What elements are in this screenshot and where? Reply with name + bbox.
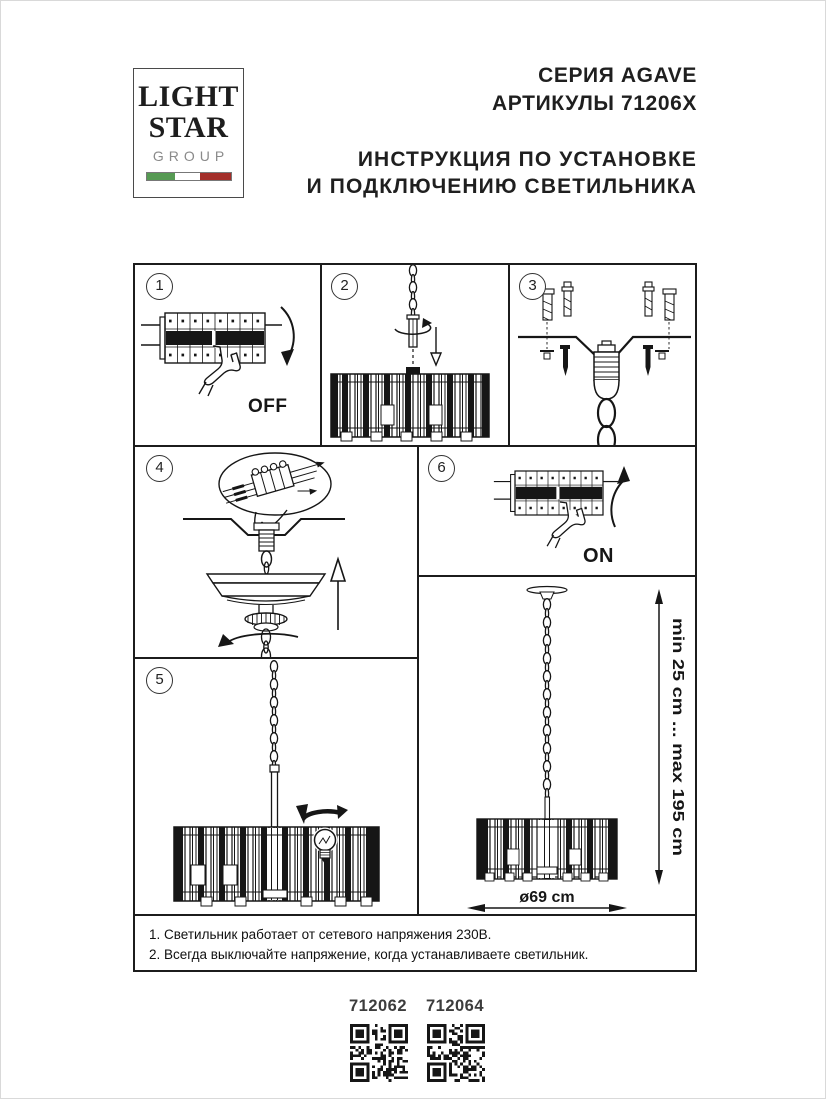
title-line-1: ИНСТРУКЦИЯ ПО УСТАНОВКЕ: [357, 148, 697, 171]
step-badge-2: 2: [331, 273, 358, 300]
articles-title: АРТИКУЛЫ 71206X: [492, 92, 697, 115]
step-badge-6: 6: [428, 455, 455, 482]
article-code-2: 712064: [425, 997, 485, 1015]
article-code-1: 712062: [348, 997, 408, 1015]
series-block: [492, 62, 697, 118]
title-line-2: И ПОДКЛЮЧЕНИЮ СВЕТИЛЬНИКА: [306, 175, 697, 198]
note-line-2: 2. Всегда выключайте напряжение, когда устанавливаете светильник.: [149, 947, 589, 962]
page-title: [307, 146, 697, 200]
step5-insert-bulb-illustration: [135, 659, 417, 915]
series-title: СЕРИЯ AGAVE: [538, 64, 697, 87]
step-badge-1: 1: [146, 273, 173, 300]
lightstar-logo: [133, 68, 244, 198]
instruction-grid: [133, 263, 697, 972]
logo-group: GROUP: [152, 148, 230, 164]
diameter-dimension-label: ø69 cm: [519, 889, 575, 906]
off-label: OFF: [248, 396, 288, 417]
step-badge-4: 4: [146, 455, 173, 482]
step4-wiring-canopy-illustration: [135, 447, 417, 657]
dimensions-illustration: [419, 577, 695, 914]
step-badge-3: 3: [519, 273, 546, 300]
on-label: ON: [583, 545, 614, 567]
qr-code-2: [427, 1024, 485, 1082]
step6-breaker-on-illustration: [419, 447, 695, 575]
height-dimension-label: min 25 cm ... max 195 cm: [669, 618, 686, 810]
note-line-1: 1. Светильник работает от сетевого напряжения 230В.: [149, 927, 492, 942]
logo-light: LIGHT: [138, 80, 239, 113]
step-badge-5: 5: [146, 667, 173, 694]
italian-flag-stripe: [146, 172, 232, 181]
safety-notes: [135, 916, 695, 974]
logo-star: STAR: [148, 111, 229, 144]
qr-code-1: [350, 1024, 408, 1082]
